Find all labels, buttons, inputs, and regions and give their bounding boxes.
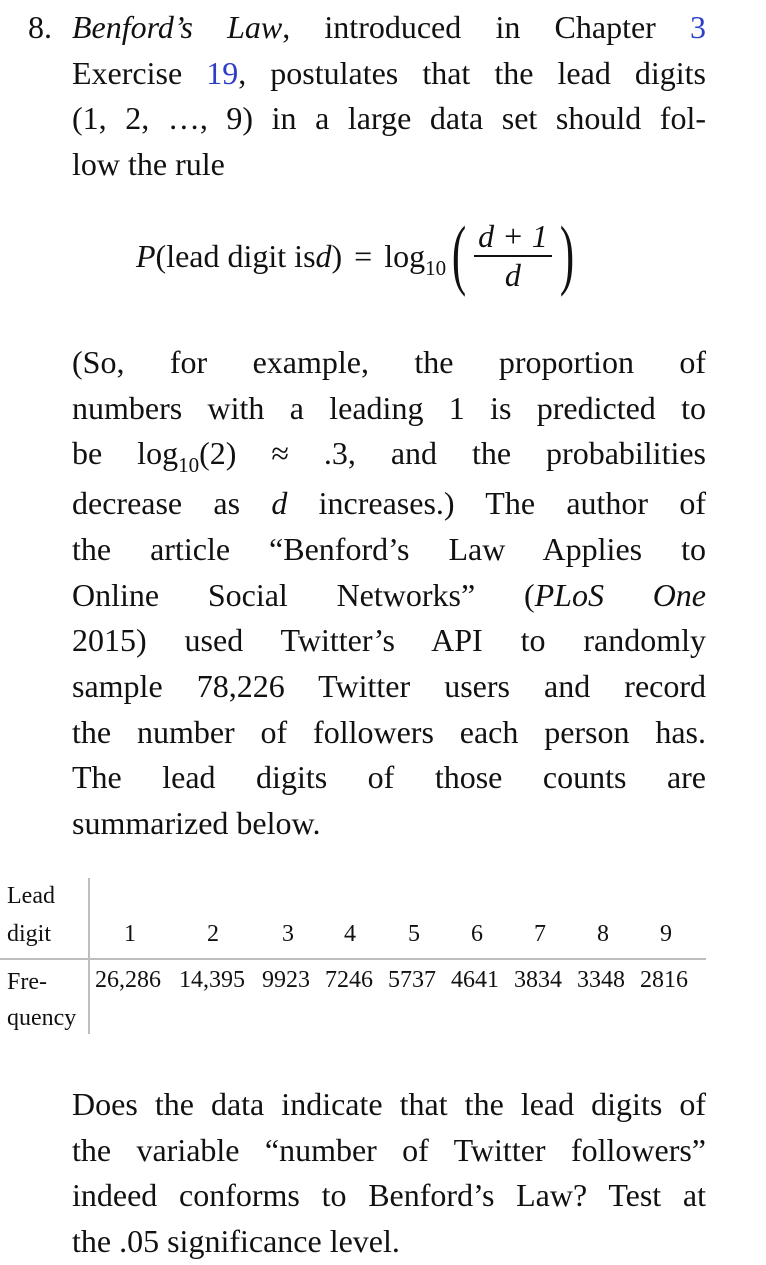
row-label-digit: digit <box>7 921 52 947</box>
right-paren: ) <box>559 210 574 297</box>
question-line-4: the .05 significance level. <box>72 1223 400 1260</box>
formula-numerator: d + 1 <box>478 218 548 255</box>
body-text: Online Social Networks” ( <box>72 576 535 613</box>
row-label-fre: Fre- <box>7 969 47 995</box>
digit-cell: 9 <box>660 921 672 947</box>
intro-text: , introduced in Chapter <box>282 9 690 45</box>
body-line-4 <box>72 481 706 527</box>
lead-digit-table <box>0 878 766 1038</box>
intro-text: , postulates that the lead digits <box>238 54 707 91</box>
body-log-base: 10 <box>178 453 200 478</box>
journal-name: PLoS One <box>534 576 707 613</box>
body-line-5: the article “Benford’s Law Applies to <box>72 530 706 567</box>
intro-line-2 <box>72 51 706 97</box>
digit-cell: 3 <box>282 921 294 947</box>
intro-line-3: (1, 2, …, 9) in a large data set should fol- <box>72 100 706 137</box>
body-line-1: (So, for example, the proportion of <box>72 344 706 380</box>
body-text: increases.) The author of <box>287 485 707 522</box>
intro-paragraph <box>72 5 706 188</box>
body-line-7: 2015) used Twitter’s API to randomly <box>72 622 706 659</box>
frequency-cell: 7246 <box>325 967 373 993</box>
row-label-quency: quency <box>7 1005 77 1031</box>
exercise-number: 8. <box>28 9 52 45</box>
body-line-11: summarized below. <box>72 805 321 842</box>
question-line-2: the variable “number of Twitter followers” <box>72 1131 706 1168</box>
body-paragraph <box>72 340 706 847</box>
row-label-lead: Lead <box>7 883 55 909</box>
intro-line-4: low the rule <box>72 146 225 183</box>
left-paren: ( <box>451 210 467 297</box>
formula-fraction <box>474 219 552 293</box>
digit-cell: 1 <box>124 921 136 947</box>
intro-line-1 <box>72 5 706 51</box>
formula-equals: = <box>354 237 373 274</box>
digit-cell: 6 <box>471 921 483 947</box>
digit-cell: 8 <box>597 921 609 947</box>
question-line-3: indeed conforms to Benford’s Law? Test at <box>72 1177 706 1214</box>
frequency-cell: 4641 <box>451 967 499 993</box>
intro-text: Exercise <box>72 54 207 91</box>
digit-cell: 2 <box>207 921 219 947</box>
body-d: d <box>271 485 288 522</box>
body-line-2: numbers with a leading 1 is predicted to <box>72 389 706 426</box>
digit-cell: 7 <box>534 921 546 947</box>
body-text: be <box>72 435 138 472</box>
frequency-cell: 14,395 <box>179 967 245 993</box>
question-paragraph <box>72 1082 706 1265</box>
formula-log: log <box>384 237 426 274</box>
formula-lhs-text: (lead digit is <box>155 237 316 274</box>
body-line-10: The lead digits of those counts are <box>72 759 706 796</box>
frequency-cell: 3834 <box>514 967 562 993</box>
benford-formula <box>136 206 580 306</box>
table-vertical-rule <box>88 878 90 1034</box>
digit-cell: 5 <box>408 921 420 947</box>
frequency-cell: 26,286 <box>95 967 161 993</box>
formula-denominator: d <box>504 256 521 293</box>
body-line-9: the number of followers each person has. <box>72 713 706 750</box>
table-horizontal-rule <box>0 958 706 960</box>
formula-lhs-close: ) <box>331 237 343 274</box>
body-line-6 <box>72 573 706 619</box>
frequency-cell: 3348 <box>577 967 625 993</box>
question-line-1: Does the data indicate that the lead digits of <box>72 1086 706 1122</box>
frequency-cell: 9923 <box>262 967 310 993</box>
exercise-link[interactable]: 19 <box>206 54 239 91</box>
chapter-link[interactable]: 3 <box>690 9 706 45</box>
formula-P: P <box>136 237 156 274</box>
formula-d: d <box>315 237 332 274</box>
body-text: (2) ≈ .3, and the probabilities <box>199 435 707 472</box>
formula-log-base: 10 <box>425 255 447 280</box>
frequency-cell: 2816 <box>640 967 688 993</box>
body-line-8: sample 78,226 Twitter users and record <box>72 667 706 704</box>
benfords-law-title: Benford’s Law <box>72 9 283 45</box>
body-text: decrease as <box>72 485 272 522</box>
body-log: log <box>137 435 179 472</box>
frequency-cell: 5737 <box>388 967 436 993</box>
digit-cell: 4 <box>344 921 356 947</box>
body-line-3 <box>72 431 706 481</box>
